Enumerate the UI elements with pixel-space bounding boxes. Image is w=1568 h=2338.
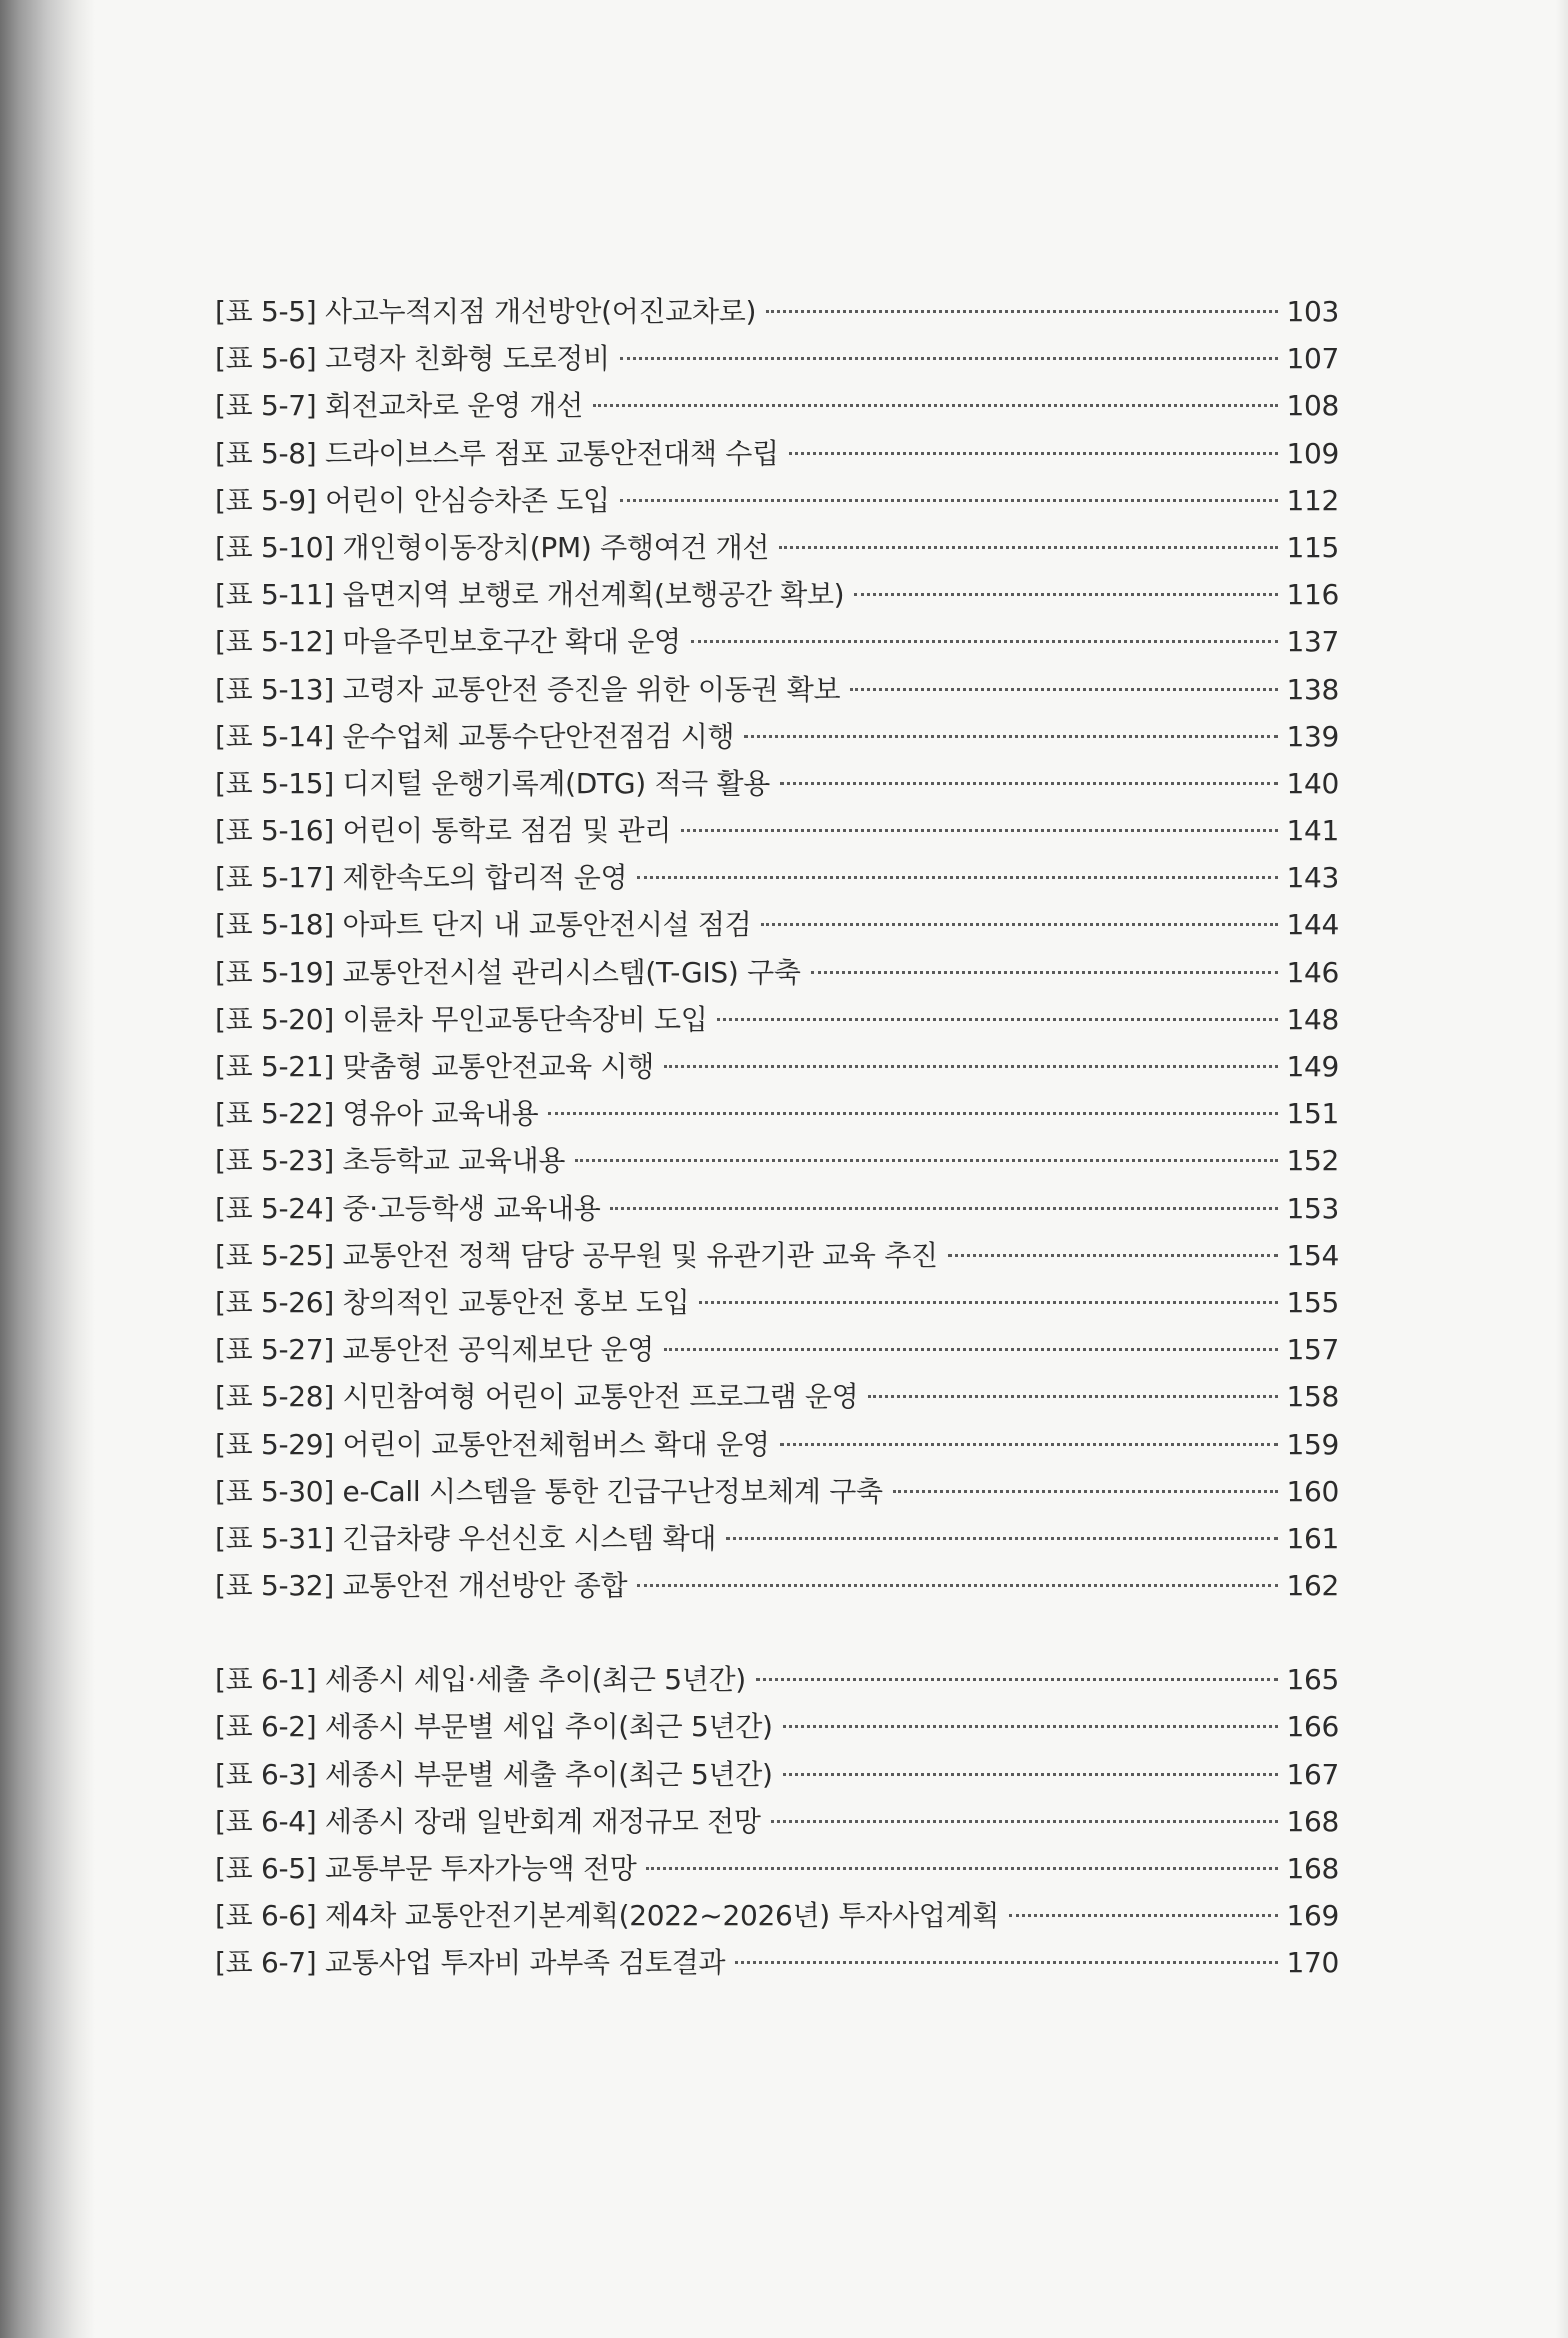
- book-spine-shadow: [0, 0, 95, 2338]
- toc-entry-page-number: 160: [1286, 1474, 1339, 1508]
- dot-leader: [691, 640, 1279, 643]
- toc-entry-title: [표 5-21] 맞춤형 교통안전교육 시행: [215, 1050, 654, 1083]
- dot-leader: [779, 546, 1278, 549]
- dot-leader: [850, 688, 1278, 691]
- toc-entry-title: [표 5-13] 고령자 교통안전 증진을 위한 이동권 확보: [215, 672, 841, 706]
- toc-entry-page-number: 169: [1286, 1899, 1339, 1933]
- dot-leader: [783, 1725, 1279, 1728]
- toc-entry: [215, 1137, 1339, 1184]
- dot-leader: [646, 1867, 1278, 1870]
- toc-entry: [215, 854, 1339, 901]
- toc-entry: [215, 901, 1339, 948]
- toc-entry: [215, 618, 1339, 665]
- toc-entry-page-number: 112: [1286, 483, 1339, 517]
- toc-entry: [215, 1043, 1339, 1090]
- toc-entry-page-number: 140: [1286, 766, 1339, 800]
- page-edge: [1556, 0, 1568, 2338]
- toc-entry-title: [표 5-26] 창의적인 교통안전 홍보 도입: [215, 1285, 690, 1319]
- toc-entry-title: [표 5-9] 어린이 안심승차존 도입: [215, 483, 610, 517]
- toc-entry-page-number: 167: [1286, 1757, 1339, 1791]
- toc-entry: [215, 1939, 1339, 1986]
- toc-entry-page-number: 139: [1286, 719, 1339, 753]
- toc-entry-title: [표 6-2] 세종시 부문별 세입 추이(최근 5년간): [215, 1710, 773, 1744]
- toc-group-chapter-6: [215, 1656, 1339, 1986]
- toc-entry-page-number: 153: [1286, 1191, 1339, 1225]
- dot-leader: [726, 1537, 1278, 1540]
- toc-entry: [215, 1703, 1339, 1750]
- dot-leader: [783, 1773, 1279, 1776]
- toc-entry-page-number: 141: [1286, 814, 1339, 848]
- toc-entry-title: [표 5-32] 교통안전 개선방안 종합: [215, 1569, 628, 1603]
- toc-entry-page-number: 137: [1286, 625, 1339, 659]
- toc-entry-page-number: 166: [1286, 1710, 1339, 1744]
- toc-entry-title: [표 5-30] e-Call 시스템을 통한 긴급구난정보체계 구축: [215, 1474, 883, 1508]
- toc-entry: [215, 1185, 1339, 1232]
- toc-entry-title: [표 5-29] 어린이 교통안전체험버스 확대 운영: [215, 1427, 770, 1461]
- dot-leader: [620, 499, 1279, 502]
- dot-leader: [744, 735, 1278, 738]
- dot-leader: [780, 782, 1278, 785]
- toc-entry: [215, 1562, 1339, 1609]
- toc-entry-title: [표 5-12] 마을주민보호구간 확대 운영: [215, 625, 681, 659]
- toc-entry: [215, 1421, 1339, 1468]
- toc-entry: [215, 1515, 1339, 1562]
- toc-entry: [215, 382, 1339, 429]
- dot-leader: [756, 1678, 1279, 1681]
- toc-entry-page-number: 154: [1286, 1238, 1339, 1272]
- toc-entry-page-number: 170: [1286, 1946, 1339, 1980]
- toc-entry: [215, 713, 1339, 760]
- toc-entry-page-number: 115: [1286, 530, 1339, 564]
- toc-entry-title: [표 5-23] 초등학교 교육내용: [215, 1144, 566, 1178]
- toc-entry-page-number: 152: [1286, 1144, 1339, 1178]
- toc-entry-title: [표 6-6] 제4차 교통안전기본계획(2022~2026년) 투자사업계획: [215, 1899, 999, 1933]
- dot-leader: [593, 404, 1278, 407]
- table-of-contents: [215, 288, 1339, 1987]
- toc-entry-title: [표 6-3] 세종시 부문별 세출 추이(최근 5년간): [215, 1757, 773, 1791]
- toc-entry: [215, 760, 1339, 807]
- toc-entry-page-number: 158: [1286, 1380, 1339, 1414]
- toc-entry-title: [표 6-5] 교통부문 투자가능액 전망: [215, 1852, 637, 1885]
- toc-entry: [215, 1468, 1339, 1515]
- toc-entry-page-number: 116: [1286, 578, 1339, 612]
- toc-entry-page-number: 148: [1286, 1002, 1339, 1036]
- dot-leader: [948, 1254, 1279, 1257]
- toc-entry-title: [표 5-18] 아파트 단지 내 교통안전시설 점검: [215, 908, 752, 942]
- dot-leader: [761, 923, 1278, 926]
- toc-entry-title: [표 5-15] 디지털 운행기록계(DTG) 적극 활용: [215, 766, 771, 800]
- toc-entry-title: [표 5-5] 사고누적지점 개선방안(어진교차로): [215, 295, 757, 328]
- dot-leader: [637, 1584, 1278, 1587]
- toc-entry: [215, 1845, 1339, 1892]
- toc-entry: [215, 666, 1339, 713]
- toc-entry-title: [표 5-7] 회전교차로 운영 개선: [215, 389, 583, 423]
- dot-leader: [548, 1112, 1278, 1115]
- toc-entry: [215, 949, 1339, 996]
- dot-leader: [766, 310, 1278, 313]
- toc-entry-title: [표 5-10] 개인형이동장치(PM) 주행여건 개선: [215, 530, 770, 564]
- dot-leader: [854, 593, 1278, 596]
- toc-entry-title: [표 5-19] 교통안전시설 관리시스템(T-GIS) 구축: [215, 955, 801, 989]
- toc-entry-page-number: 109: [1286, 436, 1339, 470]
- toc-entry-page-number: 165: [1286, 1663, 1339, 1697]
- toc-entry: [215, 288, 1339, 335]
- dot-leader: [771, 1820, 1279, 1823]
- toc-group-chapter-5: [215, 288, 1339, 1609]
- toc-entry: [215, 477, 1339, 524]
- toc-entry-page-number: 143: [1286, 861, 1339, 895]
- toc-entry: [215, 807, 1339, 854]
- toc-entry-title: [표 5-28] 시민참여형 어린이 교통안전 프로그램 운영: [215, 1380, 859, 1414]
- toc-entry-page-number: 146: [1286, 955, 1339, 989]
- toc-entry-title: [표 5-14] 운수업체 교통수단안전점검 시행: [215, 719, 735, 753]
- toc-entry-title: [표 5-16] 어린이 통학로 점검 및 관리: [215, 814, 672, 848]
- toc-entry-title: [표 5-24] 중·고등학생 교육내용: [215, 1191, 601, 1225]
- dot-leader: [699, 1301, 1278, 1304]
- dot-leader: [575, 1159, 1278, 1162]
- dot-leader: [735, 1961, 1278, 1964]
- toc-entry: [215, 1373, 1339, 1420]
- toc-entry-page-number: 138: [1286, 672, 1339, 706]
- toc-entry: [215, 1232, 1339, 1279]
- toc-entry-page-number: 168: [1286, 1804, 1339, 1838]
- toc-entry: [215, 1090, 1339, 1137]
- dot-leader: [637, 876, 1278, 879]
- toc-entry-page-number: 162: [1286, 1569, 1339, 1603]
- toc-entry: [215, 1326, 1339, 1373]
- toc-entry: [215, 1279, 1339, 1326]
- dot-leader: [620, 357, 1279, 360]
- toc-entry-title: [표 5-8] 드라이브스루 점포 교통안전대책 수립: [215, 436, 779, 470]
- toc-entry: [215, 430, 1339, 477]
- toc-entry-title: [표 5-25] 교통안전 정책 담당 공무원 및 유관기관 교육 추진: [215, 1238, 938, 1272]
- toc-entry-title: [표 5-17] 제한속도의 합리적 운영: [215, 861, 628, 895]
- toc-entry-page-number: 107: [1286, 342, 1339, 376]
- toc-entry-page-number: 103: [1286, 295, 1339, 328]
- toc-entry-page-number: 159: [1286, 1427, 1339, 1461]
- toc-entry-page-number: 168: [1286, 1852, 1339, 1885]
- toc-entry-page-number: 108: [1286, 389, 1339, 423]
- toc-entry-page-number: 149: [1286, 1050, 1339, 1083]
- toc-entry-title: [표 5-27] 교통안전 공익제보단 운영: [215, 1333, 654, 1367]
- toc-entry-page-number: 155: [1286, 1285, 1339, 1319]
- toc-entry: [215, 996, 1339, 1043]
- dot-leader: [717, 1018, 1278, 1021]
- toc-entry-title: [표 6-4] 세종시 장래 일반회계 재정규모 전망: [215, 1804, 761, 1838]
- toc-entry-title: [표 6-1] 세종시 세입·세출 추이(최근 5년간): [215, 1663, 746, 1697]
- toc-entry: [215, 1798, 1339, 1845]
- toc-entry: [215, 571, 1339, 618]
- toc-entry-title: [표 5-22] 영유아 교육내용: [215, 1097, 539, 1131]
- toc-entry: [215, 1656, 1339, 1703]
- toc-entry: [215, 1751, 1339, 1798]
- toc-entry-title: [표 5-6] 고령자 친화형 도로정비: [215, 342, 610, 376]
- toc-entry: [215, 1892, 1339, 1939]
- dot-leader: [811, 971, 1279, 974]
- dot-leader: [681, 829, 1278, 832]
- toc-entry-page-number: 144: [1286, 908, 1339, 942]
- dot-leader: [893, 1490, 1279, 1493]
- dot-leader: [664, 1065, 1278, 1068]
- toc-entry-page-number: 157: [1286, 1333, 1339, 1367]
- dot-leader: [868, 1395, 1278, 1398]
- dot-leader: [789, 452, 1279, 455]
- toc-entry: [215, 524, 1339, 571]
- toc-entry-page-number: 151: [1286, 1097, 1339, 1131]
- toc-entry-title: [표 5-11] 읍면지역 보행로 개선계획(보행공간 확보): [215, 578, 845, 612]
- dot-leader: [1009, 1914, 1278, 1917]
- toc-entry-title: [표 6-7] 교통사업 투자비 과부족 검토결과: [215, 1946, 726, 1980]
- dot-leader: [780, 1443, 1279, 1446]
- dot-leader: [610, 1207, 1278, 1210]
- toc-entry: [215, 335, 1339, 382]
- dot-leader: [664, 1348, 1278, 1351]
- toc-entry-page-number: 161: [1286, 1521, 1339, 1555]
- toc-entry-title: [표 5-31] 긴급차량 우선신호 시스템 확대: [215, 1521, 717, 1555]
- toc-entry-title: [표 5-20] 이륜차 무인교통단속장비 도입: [215, 1002, 708, 1036]
